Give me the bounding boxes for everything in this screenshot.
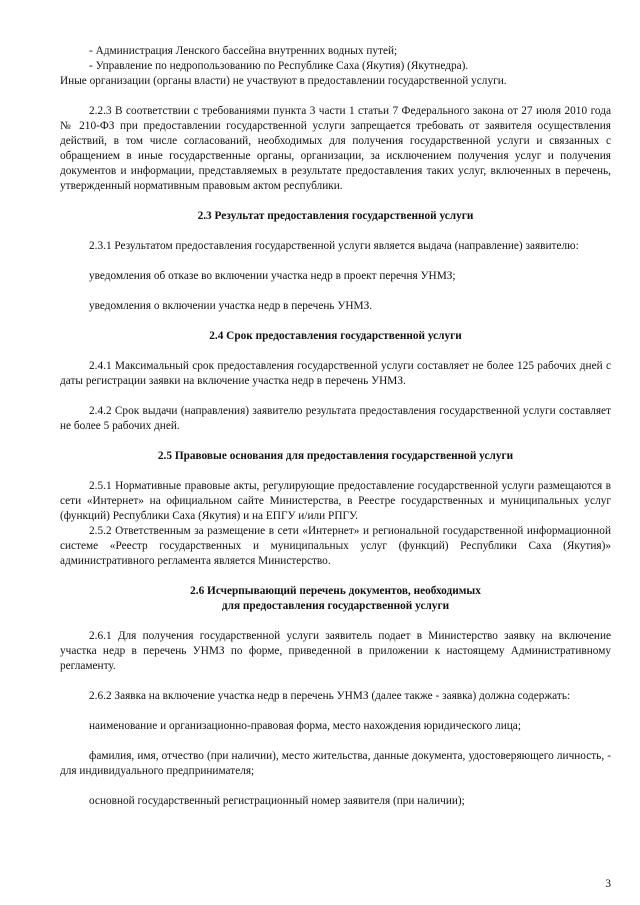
result-item-refusal: уведомления об отказе во включении участка недр в проект перечня УНМЗ; [89, 270, 456, 282]
section-title-2-6 [60, 584, 611, 614]
result-item-inclusion: уведомления о включении участка недр в перечень УНМЗ. [89, 300, 373, 312]
paragraph-2-5-2: 2.5.2 Ответственным за размещение в сети «Интернет» и региональной государственной информационной системе «Реестр государственных и муниципальных услуг (функций) Республики Саха (Якутия)» административного регламента является Министерство. [60, 525, 611, 567]
paragraph-2-3-1: 2.3.1 Результатом предоставления государственной услуги является выдача (направление) заявителю: [89, 240, 579, 252]
list-item-yakutnedra: - Управление по недропользованию по Республике Саха (Якутия) (Якутнедра). [89, 60, 469, 72]
application-item-name: наименование и организационно-правовая форма, место нахождения юридического лица; [89, 720, 521, 732]
section-title-2-4: 2.4 Срок предоставления государственной услуги [209, 330, 462, 342]
page-content [60, 44, 611, 809]
paragraph-2-5-1: 2.5.1 Нормативные правовые акты, регулирующие предоставление государственной услуги размещаются в сети «Интернет» на официальном сайте Министерства, в Реестре государственных и муниципальных услуг (функций) Республики Саха (Якутия) и на ЕПГУ и/или РПГУ. [60, 480, 611, 522]
paragraph-2-2-3: 2.2.3 В соответствии с требованиями пункта 3 части 1 статьи 7 Федерального закона от 27 июля 2010 года № 210-ФЗ при предоставлении государственной услуги запрещается требовать от заявителя осуществления действий, в том числе согласований, необходимых для получения государственной услуги и связанных с обращением в иные государственные органы, организации, за исключением получения услуг и получения документов и информации, представляемых в результате предоставления таких услуг, включенных в перечень, утвержденный нормативным правовым актом республики. [60, 105, 611, 192]
paragraph-2-4-2: 2.4.2 Срок выдачи (направления) заявителю результата предоставления государственной услуги составляет не более 5 рабочих дней. [60, 405, 611, 432]
list-item-administration: - Администрация Ленского бассейна внутренних водных путей; [89, 45, 398, 57]
application-item-ogrn: основной государственный регистрационный номер заявителя (при наличии); [89, 795, 465, 807]
paragraph-2-6-1: 2.6.1 Для получения государственной услуги заявитель подает в Министерство заявку на включение участка недр в перечень УНМЗ по форме, приведенной в приложении к настоящему Административному регламенту. [60, 630, 611, 672]
section-title-2-6-line-2: для предоставления государственной услуги [221, 600, 450, 612]
section-title-2-5: 2.5 Правовые основания для предоставления государственной услуги [157, 450, 514, 462]
note-other-organizations: Иные организации (органы власти) не участвуют в предоставлении государственной услуги. [60, 75, 507, 87]
section-title-2-3: 2.3 Результат предоставления государственной услуги [197, 210, 474, 222]
application-item-full-name: фамилия, имя, отчество (при наличии), место жительства, данные документа, удостоверяющего личность, - для индивидуального предпринимателя; [60, 750, 611, 777]
paragraph-2-6-2: 2.6.2 Заявка на включение участка недр в перечень УНМЗ (далее также - заявка) должна содержать: [89, 690, 571, 702]
paragraph-2-4-1: 2.4.1 Максимальный срок предоставления государственной услуги составляет не более 125 рабочих дней с даты регистрации заявки на включение участка недр в перечень УНМЗ. [60, 360, 611, 387]
section-title-2-6-line-1: 2.6 Исчерпывающий перечень документов, необходимых [190, 585, 481, 597]
page-number: 3 [605, 878, 611, 890]
